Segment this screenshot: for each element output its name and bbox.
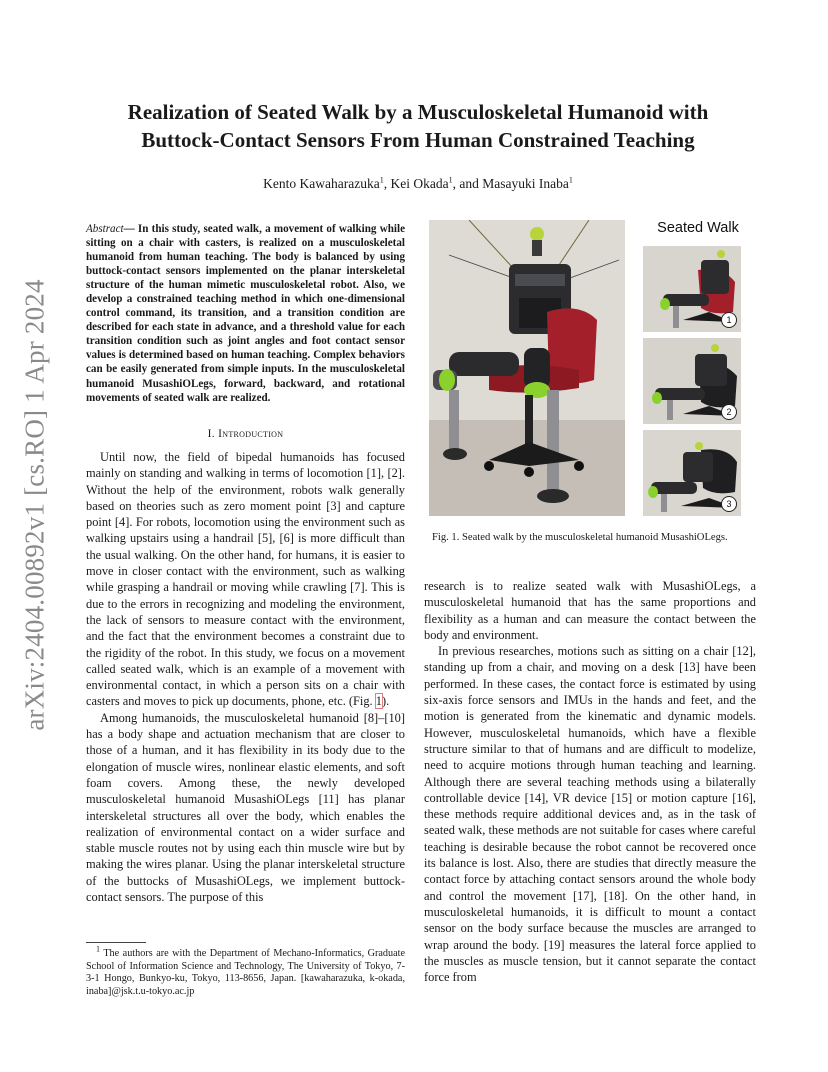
author-3: and Masayuki Inaba	[459, 176, 569, 191]
right-paragraph-2: In previous researches, motions such as sitting on a chair [12], standing up from a chair, and moving on a desk [13] have been performed. In these cases, the contact force is estimated by using six-axis force sensors and IMUs in the hands and feet, and the motion is generated from the kinematic and dynamic models. However, musculoskeletal humanoids, which have a flexible structure similar to that of humans and are difficult to modelize, need to acquire motions through human teaching and learning. Although there are several teaching methods using a bilaterally controllable device [14], VR device [15] or motion capture [16], these methods require additional devices and, as in the task of seated walk, these methods are not suitable for cases where careful teaching is desirable because the robot cannot be recovered once its balance is lost. Also, there are studies that directly measure the contact force by attaching contact sensors around the whole body and control the movement [17], [18]. On the other hand, in musculoskeletal humanoids, it is difficult to mount a contact sensor on the body surface because the muscles are arranged to wrap around the body. [19] measures the lateral force applied to the muscles as muscle tension, but it cannot separate the contact force from	[424, 644, 756, 985]
right-paragraph-1: research is to realize seated walk with MusashiOLegs, a musculoskeletal humanoid that has the same proportions and flexibility as a human and can measure the contact between the body and environment.	[424, 579, 756, 642]
paragraph-text: ).	[381, 694, 390, 709]
abstract-text: — In this study, seated walk, a movement of walking while sitting on a chair with casters, is realized on a musculoskeletal humanoid from human teaching. The body is balanced by using buttock-contact sensors implemented on the planar interskeletal structure of the human mimetic musculoskeletal robot. Also, we develop a constrained teaching method in which one-dimensional control command, its transition, and a transition condition are described for each state in advance, and a threshold value for each transition condition such as joint angles and foot contact sensor values is determined based on human teaching. Complex behaviors can be easily generated from simple inputs. In the musculoskeletal humanoid MusashiOLegs, forward, backward, and rotational movements of seated walk are realized.	[86, 223, 405, 404]
title-line-1: Realization of Seated Walk by a Musculoskeletal Humanoid with	[127, 100, 709, 124]
right-column-body	[424, 578, 756, 985]
author-1: Kento Kawaharazuka	[263, 176, 380, 191]
arxiv-sidebar-id	[14, 279, 56, 731]
left-column-body	[86, 449, 405, 905]
title-line-2: Buttock-Contact Sensors From Human Constrained Teaching	[141, 128, 695, 152]
figure-1-caption: Fig. 1. Seated walk by the musculoskeletal humanoid MusashiOLegs.	[432, 532, 728, 543]
seated-walk-photo-1	[643, 246, 741, 332]
affiliation-mark: 1	[448, 175, 453, 185]
paper-title	[60, 98, 776, 154]
seated-walk-label: Seated Walk	[657, 220, 739, 236]
abstract-label: Abstract	[86, 223, 124, 235]
footnote-affiliation	[86, 944, 405, 998]
photo-badge-2: 2	[721, 404, 737, 420]
robot-photo-main	[429, 220, 625, 516]
photo-badge-1: 1	[721, 312, 737, 328]
photo-badge-3: 3	[721, 496, 737, 512]
footnote-text: The authors are with the Department of Mechano-Informatics, Graduate School of Information Science and Technology, The University of Tokyo, 7-3-1 Hongo, Bunkyo-ku, Tokyo, 113-8656, Japan. [kawaharazuka, k-okada, inaba]@jsk.t.u-tokyo.ac.jp	[86, 948, 405, 997]
author-list: Kento Kawaharazuka$^1$, Kei Okada$^1$, and Masayuki Inaba$^1$	[263, 175, 573, 191]
footnote-mark: 1	[96, 944, 100, 954]
figure-reference-link[interactable]: 1	[375, 694, 382, 709]
seated-walk-photo-3	[643, 430, 741, 516]
intro-paragraph-2: Among humanoids, the musculoskeletal humanoid [8]–[10] has a body shape and actuation mechanism that are closer to those of a human, and it has flexibility in its body due to the elongation of muscle wires, nonlinear elastic elements, and soft foam covers. Among these, the newly developed musculoskeletal humanoid MusashiOLegs [11] has planar interskeletal structures all over the body, which enables the realization of environmental contact on a wider surface and stable muscle routes not by using each thin muscle wire but by making the wires planar. Using the planar interskeletal structure of the buttocks of MusashiOLegs, we implement buttock-contact sensors. The purpose of this	[86, 710, 405, 905]
section-heading-introduction: I. Introduction	[207, 428, 284, 440]
abstract	[86, 222, 405, 405]
intro-paragraph-1	[86, 449, 405, 710]
author-2: Kei Okada	[390, 176, 449, 191]
seated-walk-photo-2	[643, 338, 741, 424]
paragraph-text: Until now, the field of bipedal humanoids has focused mainly on standing and walking in terms of locomotion [1], [2]. Without the help of the environment, robots walk generally based on theories such as zero moment point [3] and capture point [4]. For robots, locomotion using the environment such as walking upstairs using a handrail [5], [6] is more difficult than the usual walking. On the other hand, for humans, it is easier to move in closer contact with the environment, such as walking while grasping a handrail or moving while crawling [7]. This is due to the errors in recognizing and modeling the environment, the lack of sensors to measure contact with the environment, and the fact that the environment becomes a constraint due to the rigidity of the robot. In this study, we focus on a movement called seated walk, which is an example of a movement with environmental contact, in which a person sits on a chair with casters and moves to pick up documents, phone, etc. (Fig.	[86, 450, 405, 709]
affiliation-mark: 1	[379, 175, 384, 185]
arxiv-id-text: arXiv:2404.00892v1 [cs.RO] 1 Apr 2024	[19, 279, 50, 731]
robot-photo-illustration	[429, 220, 625, 516]
figure-1	[427, 218, 757, 518]
footnote-rule	[86, 942, 146, 943]
affiliation-mark: 1	[568, 175, 573, 185]
